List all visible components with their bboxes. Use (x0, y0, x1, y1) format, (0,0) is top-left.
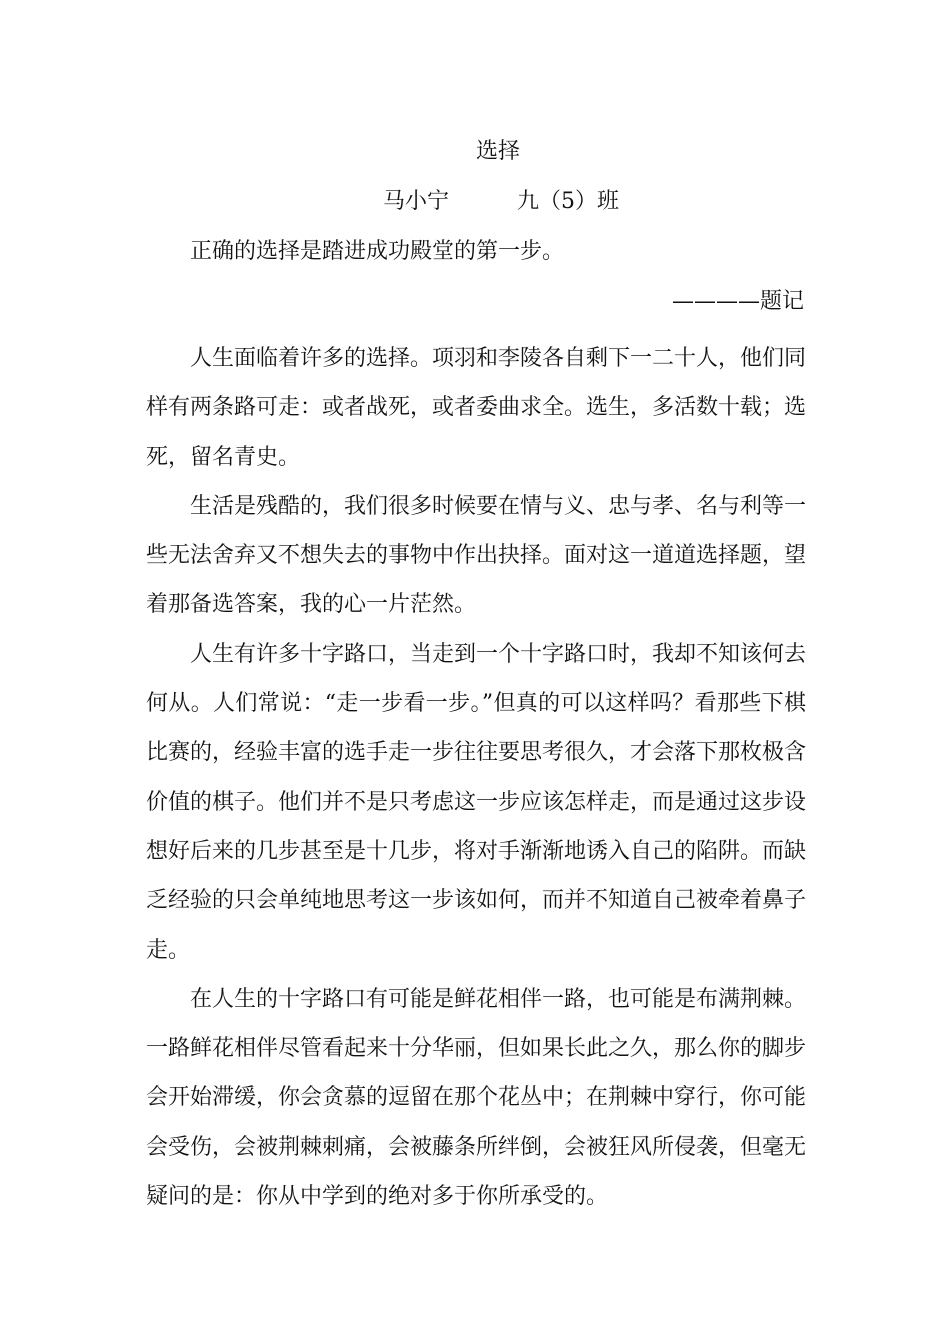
class-name: 九（5）班 (517, 189, 620, 214)
paragraph: 生活是残酷的，我们很多时候要在情与义、忠与孝、名与利等一些无法舍弃又不想失去的事物中作出抉择。面对这一道道选择题，望着那备选答案，我的心一片茫然。 (146, 493, 807, 618)
paragraph: 人生面临着许多的选择。项羽和李陵各自剩下一二十人，他们同样有两条路可走：或者战死，或者委曲求全。选生，多活数十载；选死，留名青史。 (146, 346, 807, 470)
epigraph: 正确的选择是踏进成功殿堂的第一步。 (190, 239, 565, 264)
paragraph: 在人生的十字路口有可能是鲜花相伴一路，也可能是布满荆棘。一路鲜花相伴尽管看起来十分华丽，但如果长此之久，那么你的脚步会开始滞缓，你会贪慕的逗留在那个花丛中；在荆棘中穿行，你可能会受伤，会被荆棘刺痛，会被藤条所绊倒，会被狂风所侵袭，但毫无疑问的是：你从中学到的绝对多于你所承受的。 (146, 986, 807, 1210)
essay-title: 选择 (475, 139, 520, 164)
epigraph-signature: ————题记 (671, 289, 804, 314)
paragraph: 人生有许多十字路口，当走到一个十字路口时，我却不知该何去何从。人们常说：“走一步看一步。”但真的可以这样吗？看那些下棋比赛的，经验丰富的选手走一步往往要思考很久，才会落下那枚极含价值的棋子。他们并不是只考虑这一步应该怎样走，而是通过这步设想好后来的几步甚至是十几步，将对手渐渐地诱入自己的陷阱。而缺乏经验的只会单纯地思考这一步该如何，而并不知道自己被牵着鼻子走。 (146, 641, 807, 963)
byline (383, 186, 619, 218)
essay-body (146, 334, 806, 1221)
author-name: 马小宁 (383, 189, 450, 214)
